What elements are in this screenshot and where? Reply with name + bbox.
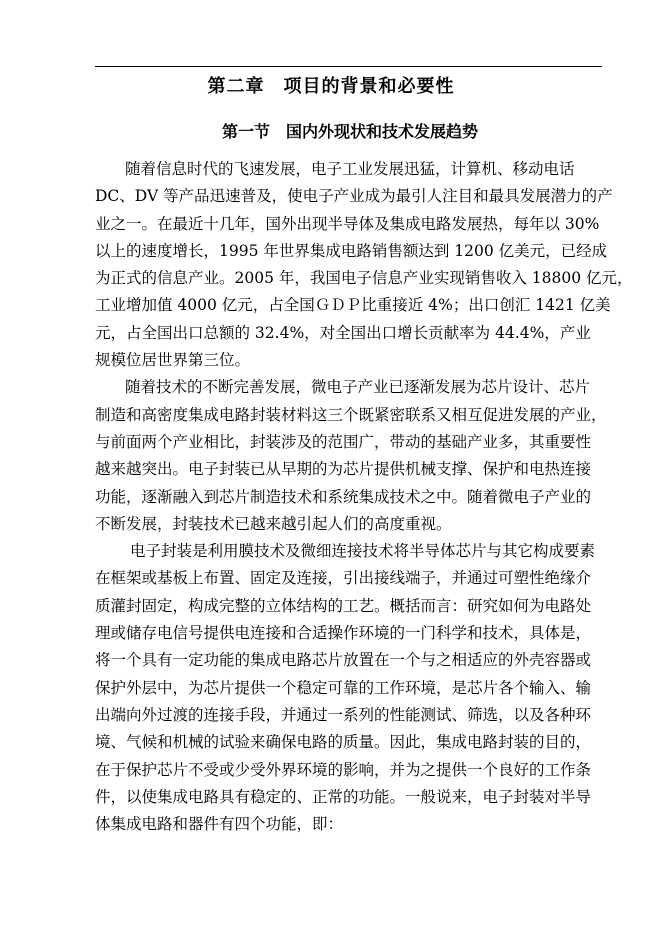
text-line: 出端向外过渡的连接手段，并通过一系列的性能测试、筛选，以及各种环: [95, 705, 592, 724]
body-text: [95, 156, 633, 838]
text-line: 以上的速度增长，1995 年世界集成电路销售额达到 1200 亿美元，已经成: [95, 241, 608, 260]
text-line: 制造和高密度集成电路封装材料这三个既紧密联系又相互促进发展的产业，: [95, 405, 607, 424]
paragraph-1: [95, 156, 633, 374]
text-line: 工业增加值 4000 亿元，占全国ＧＤＰ比重接近 4%；出口创汇 1421 亿美: [95, 296, 611, 315]
text-line: 越来越突出。电子封装已从早期的为芯片提供机械支撑、保护和电热连接: [95, 460, 592, 479]
text-line: 在于保护芯片不受或少受外界环境的影响，并为之提供一个良好的工作条: [95, 760, 592, 779]
text-line: 理或储存电信号提供电连接和合适操作环境的一门科学和技术，具体是，: [95, 624, 592, 643]
section-title: 第一节 国内外现状和技术发展趋势: [221, 122, 478, 141]
text-line: 保护外层中，为芯片提供一个稳定可靠的工作环境，是芯片各个输入、输: [95, 678, 592, 697]
text-line: 功能，逐渐融入到芯片制造技术和系统集成技术之中。随着微电子产业的: [95, 487, 592, 506]
text-line: 电子封装是利用膜技术及微细连接技术将半导体芯片与其它构成要素: [130, 542, 596, 561]
text-line: 随着信息时代的飞速发展，电子工业发展迅猛，计算机、移动电话: [125, 160, 575, 178]
paragraph-3: [95, 538, 605, 838]
text-line: 件，以使集成电路具有稳定的、正常的功能。一般说来，电子封装对半导: [95, 787, 592, 806]
text-line: 在框架或基板上布置、固定及连接，引出接线端子，并通过可塑性绝缘介: [95, 569, 592, 588]
header-rule: [95, 66, 602, 67]
text-line: 元，占全国出口总额的 32.4%，对全国出口增长贡献率为 44.4%，产业: [95, 323, 591, 342]
text-line: 随着技术的不断完善发展，微电子产业已逐渐发展为芯片设计、芯片: [125, 378, 591, 397]
text-line: DC、DV 等产品迅速普及，使电子产业成为最引人注目和最具发展潜力的产: [95, 187, 613, 206]
text-line: 不断发展，封装技术已越来越引起人们的高度重视。: [95, 514, 452, 533]
text-line: 质灌封固定，构成完整的立体结构的工艺。概括而言：研究如何为电路处: [95, 596, 592, 615]
chapter-title: 第二章 项目的背景和必要性: [207, 76, 455, 97]
paragraph-2: [95, 374, 605, 538]
text-line: 业之一。在最近十几年，国外出现半导体及集成电路发展热，每年以 30%: [95, 214, 600, 233]
text-line: 与前面两个产业相比，封装涉及的范围广，带动的基础产业多，其重要性: [95, 432, 592, 451]
text-line: 体集成电路和器件有四个功能，即：: [95, 815, 344, 834]
text-line: 为正式的信息产业。2005 年，我国电子信息产业实现销售收入 18800 亿元，: [95, 269, 633, 288]
text-line: 规模位居世界第三位。: [95, 351, 251, 370]
text-line: 境、气候和机械的试验来确保电路的质量。因此，集成电路封装的目的，: [95, 733, 592, 752]
text-line: 将一个具有一定功能的集成电路芯片放置在一个与之相适应的外壳容器或: [95, 651, 592, 670]
